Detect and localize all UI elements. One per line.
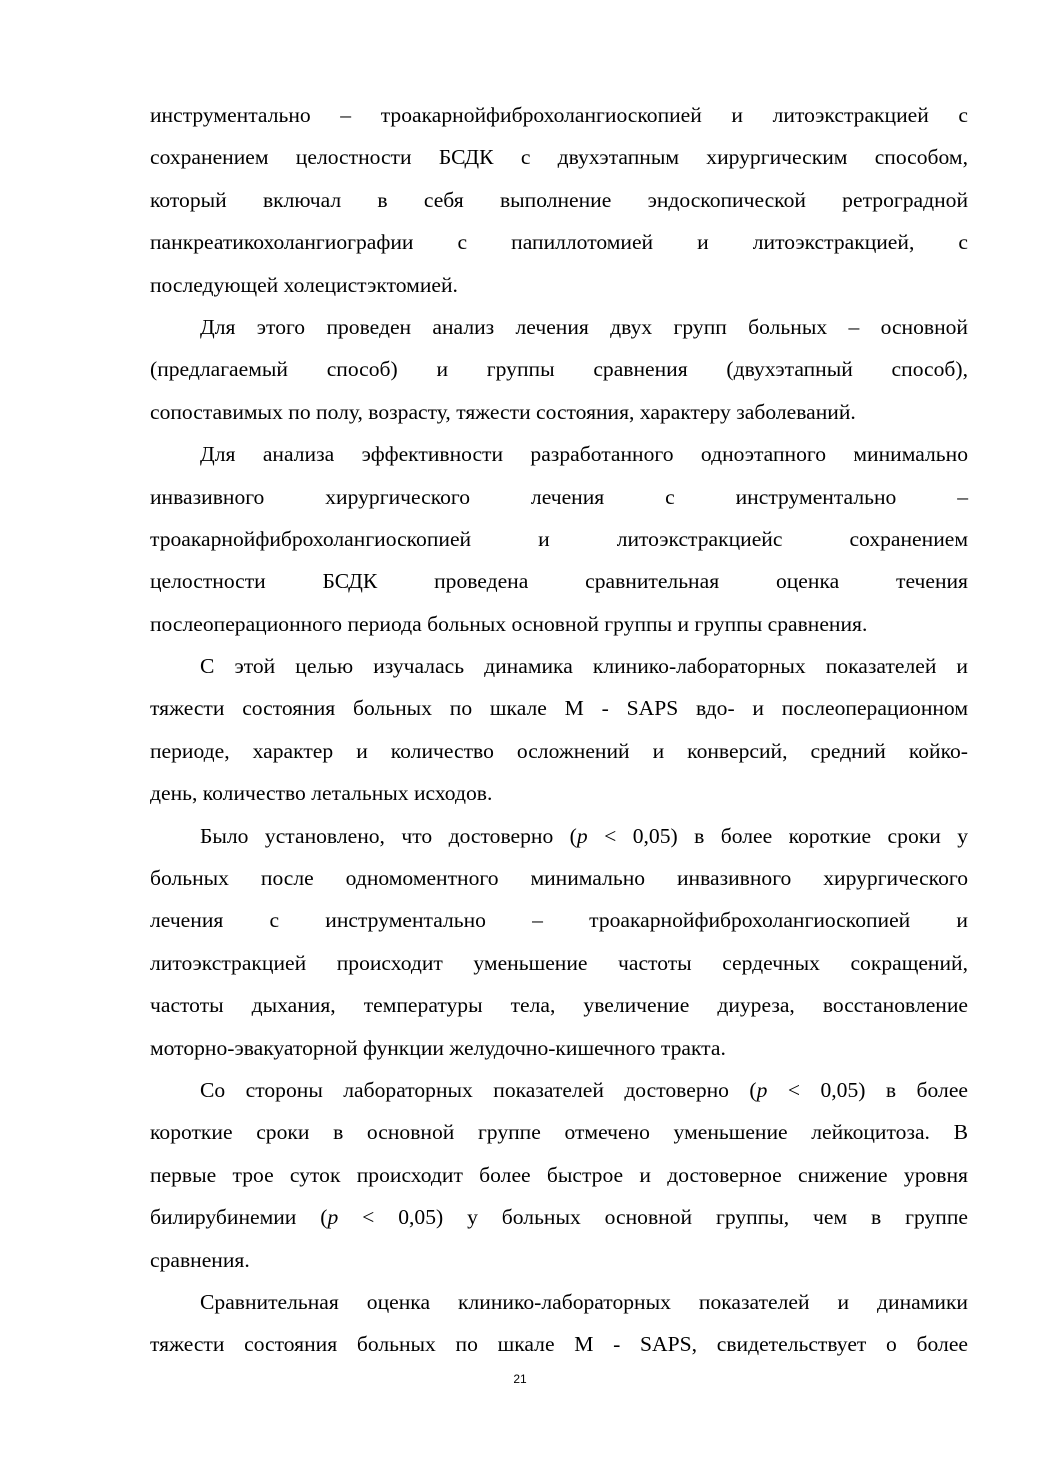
paragraph-4 xyxy=(150,645,968,815)
text-line: Было установлено, что достоверно (p < 0,05) в более короткие сроки у xyxy=(200,823,969,848)
paragraph-1 xyxy=(150,94,968,306)
text-line: сохранением целостности БСДК с двухэтапным хирургическим способом, xyxy=(150,145,968,170)
paragraph-6 xyxy=(150,1069,968,1281)
text-line: первые трое суток происходит более быстрое и достоверное снижение уровня xyxy=(150,1162,968,1187)
text-line: моторно-эвакуаторной функции желудочно-кишечного тракта. xyxy=(150,1035,726,1060)
text-line: послеоперационного периода больных основной группы и группы сравнения. xyxy=(150,611,868,636)
text-line: короткие сроки в основной группе отмечено уменьшение лейкоцитоза. В xyxy=(150,1120,968,1145)
text-line: тяжести состояния больных по шкале М - SAPS вдо- и послеоперационном xyxy=(150,696,968,721)
text-line: троакарнойфиброхолангиоскопией и литоэкстракциейс сохранением xyxy=(150,526,968,551)
text-line: последующей холецистэктомией. xyxy=(150,272,458,297)
text-line: который включал в себя выполнение эндоскопической ретроградной xyxy=(150,187,968,212)
text-line: С этой целью изучалась динамика клинико-лабораторных показателей и xyxy=(200,654,968,679)
p-variable: p xyxy=(576,823,588,848)
text-line: частоты дыхания, температуры тела, увеличение диуреза, восстановление xyxy=(150,993,968,1018)
p-variable: p xyxy=(756,1077,768,1102)
text-line: сравнения. xyxy=(150,1247,250,1272)
text-line: Сравнительная оценка клинико-лабораторных показателей и динамики xyxy=(200,1289,968,1314)
text-line: Со стороны лабораторных показателей достоверно (p < 0,05) в более xyxy=(200,1077,968,1102)
text-line: литоэкстракцией происходит уменьшение частоты сердечных сокращений, xyxy=(150,950,968,975)
paragraph-7 xyxy=(150,1281,968,1366)
text-line: (предлагаемый способ) и группы сравнения (двухэтапный способ), xyxy=(150,357,968,382)
p-variable: p xyxy=(327,1205,339,1230)
text-line: билирубинемии (p < 0,05) у больных основной группы, чем в группе xyxy=(150,1205,968,1230)
paragraph-3 xyxy=(150,433,968,645)
text-line: тяжести состояния больных по шкале М - SAPS, свидетельствует о более xyxy=(150,1332,968,1357)
text-line: сопоставимых по полу, возрасту, тяжести состояния, характеру заболеваний. xyxy=(150,399,856,424)
text-line: панкреатикохолангиографии с папиллотомией и литоэкстракцией, с xyxy=(150,230,968,255)
text-line: целостности БСДК проведена сравнительная оценка течения xyxy=(150,569,968,594)
text-line: Для анализа эффективности разработанного одноэтапного минимально xyxy=(200,442,968,467)
text-line: лечения с инструментально – троакарнойфиброхолангиоскопией и xyxy=(150,908,968,933)
paragraph-2 xyxy=(150,306,968,433)
text-line: Для этого проведен анализ лечения двух групп больных – основной xyxy=(200,314,968,339)
text-line: периоде, характер и количество осложнений и конверсий, средний койко- xyxy=(150,738,968,763)
text-line: больных после одномоментного минимально инвазивного хирургического xyxy=(150,866,968,891)
page-number: 21 xyxy=(513,1372,527,1386)
text-line: инструментально – троакарнойфиброхолангиоскопией и литоэкстракцией с xyxy=(150,103,968,127)
text-line: день, количество летальных исходов. xyxy=(150,781,493,806)
text-line: инвазивного хирургического лечения с инструментально – xyxy=(150,484,968,509)
document-body xyxy=(150,94,968,1366)
paragraph-5 xyxy=(150,815,968,1069)
